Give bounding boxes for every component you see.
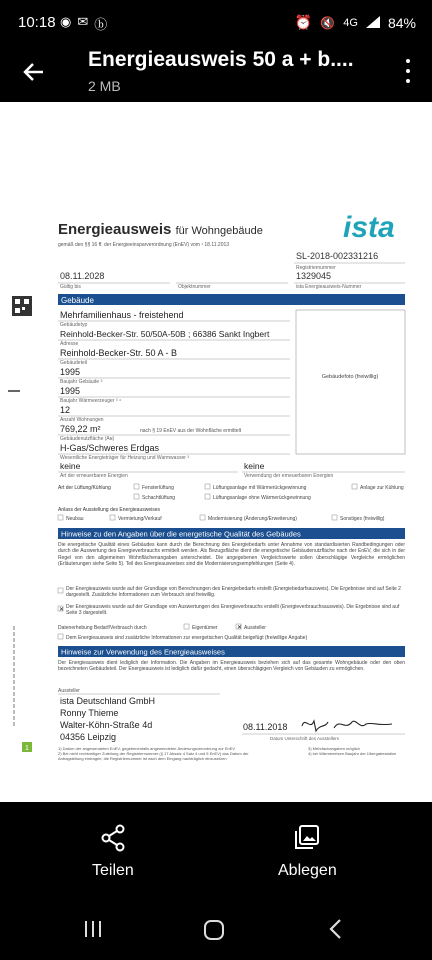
checkbox[interactable] bbox=[352, 484, 357, 489]
occasion-option: Modernisierung (Änderung/Erweiterung) bbox=[208, 516, 297, 522]
checkbox[interactable] bbox=[200, 515, 205, 520]
qr-code-image bbox=[12, 296, 32, 316]
checkbox-owner[interactable] bbox=[184, 624, 189, 629]
issuer-label: Aussteller bbox=[58, 688, 80, 694]
object-number-label: Objektnummer bbox=[178, 284, 211, 290]
building-photo-box bbox=[296, 310, 405, 454]
apartments-value: 12 bbox=[60, 405, 71, 415]
share-button[interactable] bbox=[92, 824, 134, 880]
registration-label: Registriernummer bbox=[296, 265, 336, 271]
building-part-label: Gebäudeteil bbox=[60, 360, 87, 366]
building-part-value: Reinhold-Becker-Str. 50 A - B bbox=[60, 348, 178, 358]
battery-level: 84% bbox=[387, 14, 416, 31]
save-label: Ablegen bbox=[278, 862, 337, 879]
checkbox[interactable] bbox=[134, 484, 139, 489]
doc-subtitle: gemäß den §§ 16 ff. der Energieeinsparverordnung (EnEV) vom ¹ 18.11.2013 bbox=[58, 242, 230, 248]
floor-area-label: Gebäudenutzfläche (Aɴ) bbox=[60, 436, 115, 442]
save-button[interactable] bbox=[278, 824, 337, 880]
checkbox-bedarf[interactable] bbox=[58, 588, 63, 593]
ventilation-option: Anlage zur Kühlung bbox=[360, 485, 404, 491]
recents-icon bbox=[82, 918, 104, 940]
registration-number: SL-2018-002331216 bbox=[296, 251, 379, 261]
building-type-label: Gebäudetyp bbox=[60, 322, 88, 328]
data-collection-label: Datenerhebung Bedarf/Verbrauch durch bbox=[58, 625, 147, 631]
issuer-address bbox=[60, 696, 155, 742]
construction-year-value: 1995 bbox=[60, 367, 81, 377]
ventilation-options bbox=[134, 484, 404, 501]
section-title-hinweise: Hinweise zu den Angaben über die energetische Qualität des Gebäudes bbox=[61, 529, 301, 539]
doc-title: Energieausweis für Wohngebäude bbox=[58, 221, 263, 238]
dot-icon bbox=[406, 69, 410, 73]
floor-area-value: 769,22 m² bbox=[60, 424, 101, 434]
renewable-type-value: keine bbox=[60, 461, 81, 471]
checkbox-extra-info[interactable] bbox=[58, 634, 63, 639]
checkbox[interactable] bbox=[205, 494, 210, 499]
energy-source-value: H-Gas/Schweres Erdgas bbox=[60, 443, 160, 453]
verbrauch-text: Der Energieausweis wurde auf der Grundlage von Auswertungen des Energieverbrauchs erstellt (Energieverbrauchsausweis). Die Ergebnisse sind auf Seite 3 dargestellt. bbox=[66, 604, 400, 617]
floor-area-note: nach § 19 EnEV aus der Wohnfläche ermittelt bbox=[140, 428, 242, 434]
bedarf-text: Der Energieausweis wurde auf der Grundlage von Berechnungen des Energiebedarfs erstellt (Energiebedarfsausweis). Die Ergebnisse sind auf Seite 2 dargestellt. Zusätzliche Informationen zum Verbrauch sind freiwillig. bbox=[66, 586, 401, 599]
apartments-label: Anzahl Wohnungen bbox=[60, 417, 104, 423]
checkbox[interactable] bbox=[134, 494, 139, 499]
system-nav-bar bbox=[0, 902, 432, 960]
checkmark-icon: ✕ bbox=[59, 607, 65, 613]
status-right bbox=[295, 14, 416, 31]
address-value: Reinhold-Becker-Str. 50/50A-50B ; 66386 Sankt Ingbert bbox=[60, 329, 270, 339]
status-time: 10:18 bbox=[18, 14, 56, 31]
ista-number-label: ista Energieausweis-Nummer bbox=[296, 284, 362, 290]
issuer-line: ista Deutschland GmbH bbox=[60, 696, 156, 706]
signature-image bbox=[302, 721, 392, 731]
occasion-options bbox=[58, 515, 385, 522]
page-number: 1 bbox=[25, 745, 29, 752]
issuer-line: Walter-Köhn-Straße 4d bbox=[60, 720, 153, 730]
share-label: Teilen bbox=[92, 862, 134, 879]
section-title-verwendung: Hinweise zur Verwendung des Energieausweises bbox=[61, 647, 225, 657]
logo-text: ista bbox=[343, 211, 395, 244]
hinweise-text: Die energetische Qualität eines Gebäudes kann durch die Berechnung des Energiebedarfs unter Annahme von standardisierten Randbedingungen oder durch die Auswertung des Energieverbrauchs ermittelt werden. Als Bezugsfläche dient die energetische Gebäudenutzfläche nach der EnEV, die sich in der Regel von den allgemeinen Wohnflächenangaben unterscheidet. Die angegebenen Vergleichswerte sollen überschlägige Vergleiche ermöglichen (Erläuterungen siehe Seite 5). Teil des Energieausweises sind die Modernisierungsempfehlungen (Seite 4). bbox=[58, 542, 405, 568]
owner-label: Eigentümer bbox=[192, 625, 218, 631]
heater-year-label: Baujahr Wärmeerzeuger ³ ⁴ bbox=[60, 398, 122, 404]
checkbox[interactable] bbox=[205, 484, 210, 489]
back-nav-button[interactable] bbox=[326, 918, 346, 945]
renewable-use-label: Verwendung der erneuerbaren Energien bbox=[244, 473, 334, 479]
footnotes-left: 1) Datum der angewendeten EnEV, gegebenenfalls angewendeten Änderungsverordnung zur EnEV 2) Bei nicht rechtzeitiger Zuteilung der Registriernummer (§ 17 Absatz 4 Satz 4 und 5 EnEV) das Datum der Antragstellung eintragen; die Registriernummer ist nach dem Eingang nachträglich einzusetzen bbox=[58, 746, 249, 762]
signature-date: 08.11.2018 bbox=[243, 722, 288, 732]
renewable-use-value: keine bbox=[244, 461, 265, 471]
gallery-icon bbox=[294, 824, 320, 850]
share-icon bbox=[100, 824, 126, 852]
occasion-label: Anlass der Ausstellung des Energieausweises bbox=[58, 507, 161, 513]
dot-icon bbox=[406, 59, 410, 63]
energy-source-label: Wesentliche Energieträger für Heizung und Warmwasser ³ bbox=[60, 455, 189, 461]
network-type: 4G bbox=[343, 16, 358, 29]
occasion-option: Sonstiges (freiwillig) bbox=[340, 516, 385, 522]
ista-logo bbox=[343, 208, 406, 244]
ista-number: 1329045 bbox=[296, 271, 332, 281]
occasion-option: Vermietung/Verkauf bbox=[118, 516, 162, 522]
building-photo-label: Gebäudefoto (freiwillig) bbox=[321, 374, 379, 380]
issuer-line: 04356 Leipzig bbox=[60, 732, 117, 742]
chevron-left-icon bbox=[326, 918, 346, 940]
occasion-option: Neubau bbox=[66, 516, 84, 522]
arrow-left-icon bbox=[23, 61, 45, 83]
signature-label: Datum Unterschrift des Ausstellers bbox=[270, 736, 340, 741]
bottom-action-bar bbox=[0, 802, 432, 902]
construction-year-label: Baujahr Gebäude ³ bbox=[60, 379, 103, 385]
ventilation-option: Fensterlüftung bbox=[142, 485, 174, 491]
status-bar bbox=[0, 0, 432, 46]
file-size: 2 MB bbox=[88, 78, 121, 94]
ventilation-option: Lüftungsanlage ohne Wärmerückgewinnung bbox=[213, 495, 311, 501]
document-page bbox=[0, 186, 432, 802]
footnotes-right: 3) Mehrfachangaben möglich 4) bei Wärmenetzen Baujahr der Übergabestation bbox=[308, 746, 397, 757]
alarm-icon: ⏰ bbox=[294, 14, 313, 30]
valid-until-value: 08.11.2028 bbox=[60, 271, 105, 281]
ventilation-label: Art der Lüftung/Kühlung bbox=[58, 485, 111, 491]
mail-icon: ✉ bbox=[77, 14, 89, 29]
app-icon: ⓑ bbox=[94, 17, 108, 32]
issuer-line: Ronny Thieme bbox=[60, 708, 119, 718]
notification-icons bbox=[60, 14, 107, 33]
heater-year-value: 1995 bbox=[60, 386, 81, 396]
checkmark-icon: ✕ bbox=[237, 625, 243, 631]
whatsapp-icon: ◉ bbox=[60, 14, 72, 29]
document-viewer[interactable] bbox=[0, 102, 432, 802]
home-button[interactable] bbox=[202, 918, 226, 947]
more-options-button[interactable] bbox=[398, 56, 418, 86]
issuer-checkbox-label: Aussteller bbox=[244, 625, 266, 631]
home-icon bbox=[202, 918, 226, 942]
building-type-value: Mehrfamilienhaus - freistehend bbox=[60, 310, 184, 320]
section-header-gebaeude bbox=[58, 294, 405, 305]
dot-icon bbox=[406, 79, 410, 83]
ventilation-option: Lüftungsanlage mit Wärmerückgewinnung bbox=[213, 485, 307, 491]
verwendung-text: Der Energieausweis dient lediglich der Information. Die Angaben im Energieausweis beziehen sich auf das gesamte Wohngebäude oder den oben bezeichneten Gebäudeteil. Der Energieausweis ist lediglich dafür gedacht, einen überschlägigen Vergleich von Gebäuden zu ermöglichen. bbox=[58, 660, 405, 673]
checkbox[interactable] bbox=[58, 515, 63, 520]
building-data bbox=[58, 310, 290, 461]
back-button[interactable] bbox=[14, 52, 54, 92]
valid-until-label: Gültig bis bbox=[60, 284, 81, 290]
page-title: Energieausweis 50 a + b.... bbox=[88, 48, 354, 71]
recent-apps-button[interactable] bbox=[82, 918, 104, 945]
checkbox[interactable] bbox=[110, 515, 115, 520]
renewable-type-label: Art der erneuerbaren Energien bbox=[60, 473, 128, 479]
address-label: Adresse bbox=[60, 341, 79, 347]
mute-icon: 🔇 bbox=[320, 15, 336, 30]
app-bar bbox=[0, 46, 432, 102]
section-title-gebaeude: Gebäude bbox=[61, 296, 94, 305]
extra-info-label: Dem Energieausweis sind zusätzliche Informationen zur energetischen Qualität beigefügt (freiwillige Angabe) bbox=[66, 635, 308, 641]
checkbox[interactable] bbox=[332, 515, 337, 520]
signal-icon bbox=[366, 15, 380, 31]
ventilation-option: Schachtlüftung bbox=[142, 495, 176, 501]
